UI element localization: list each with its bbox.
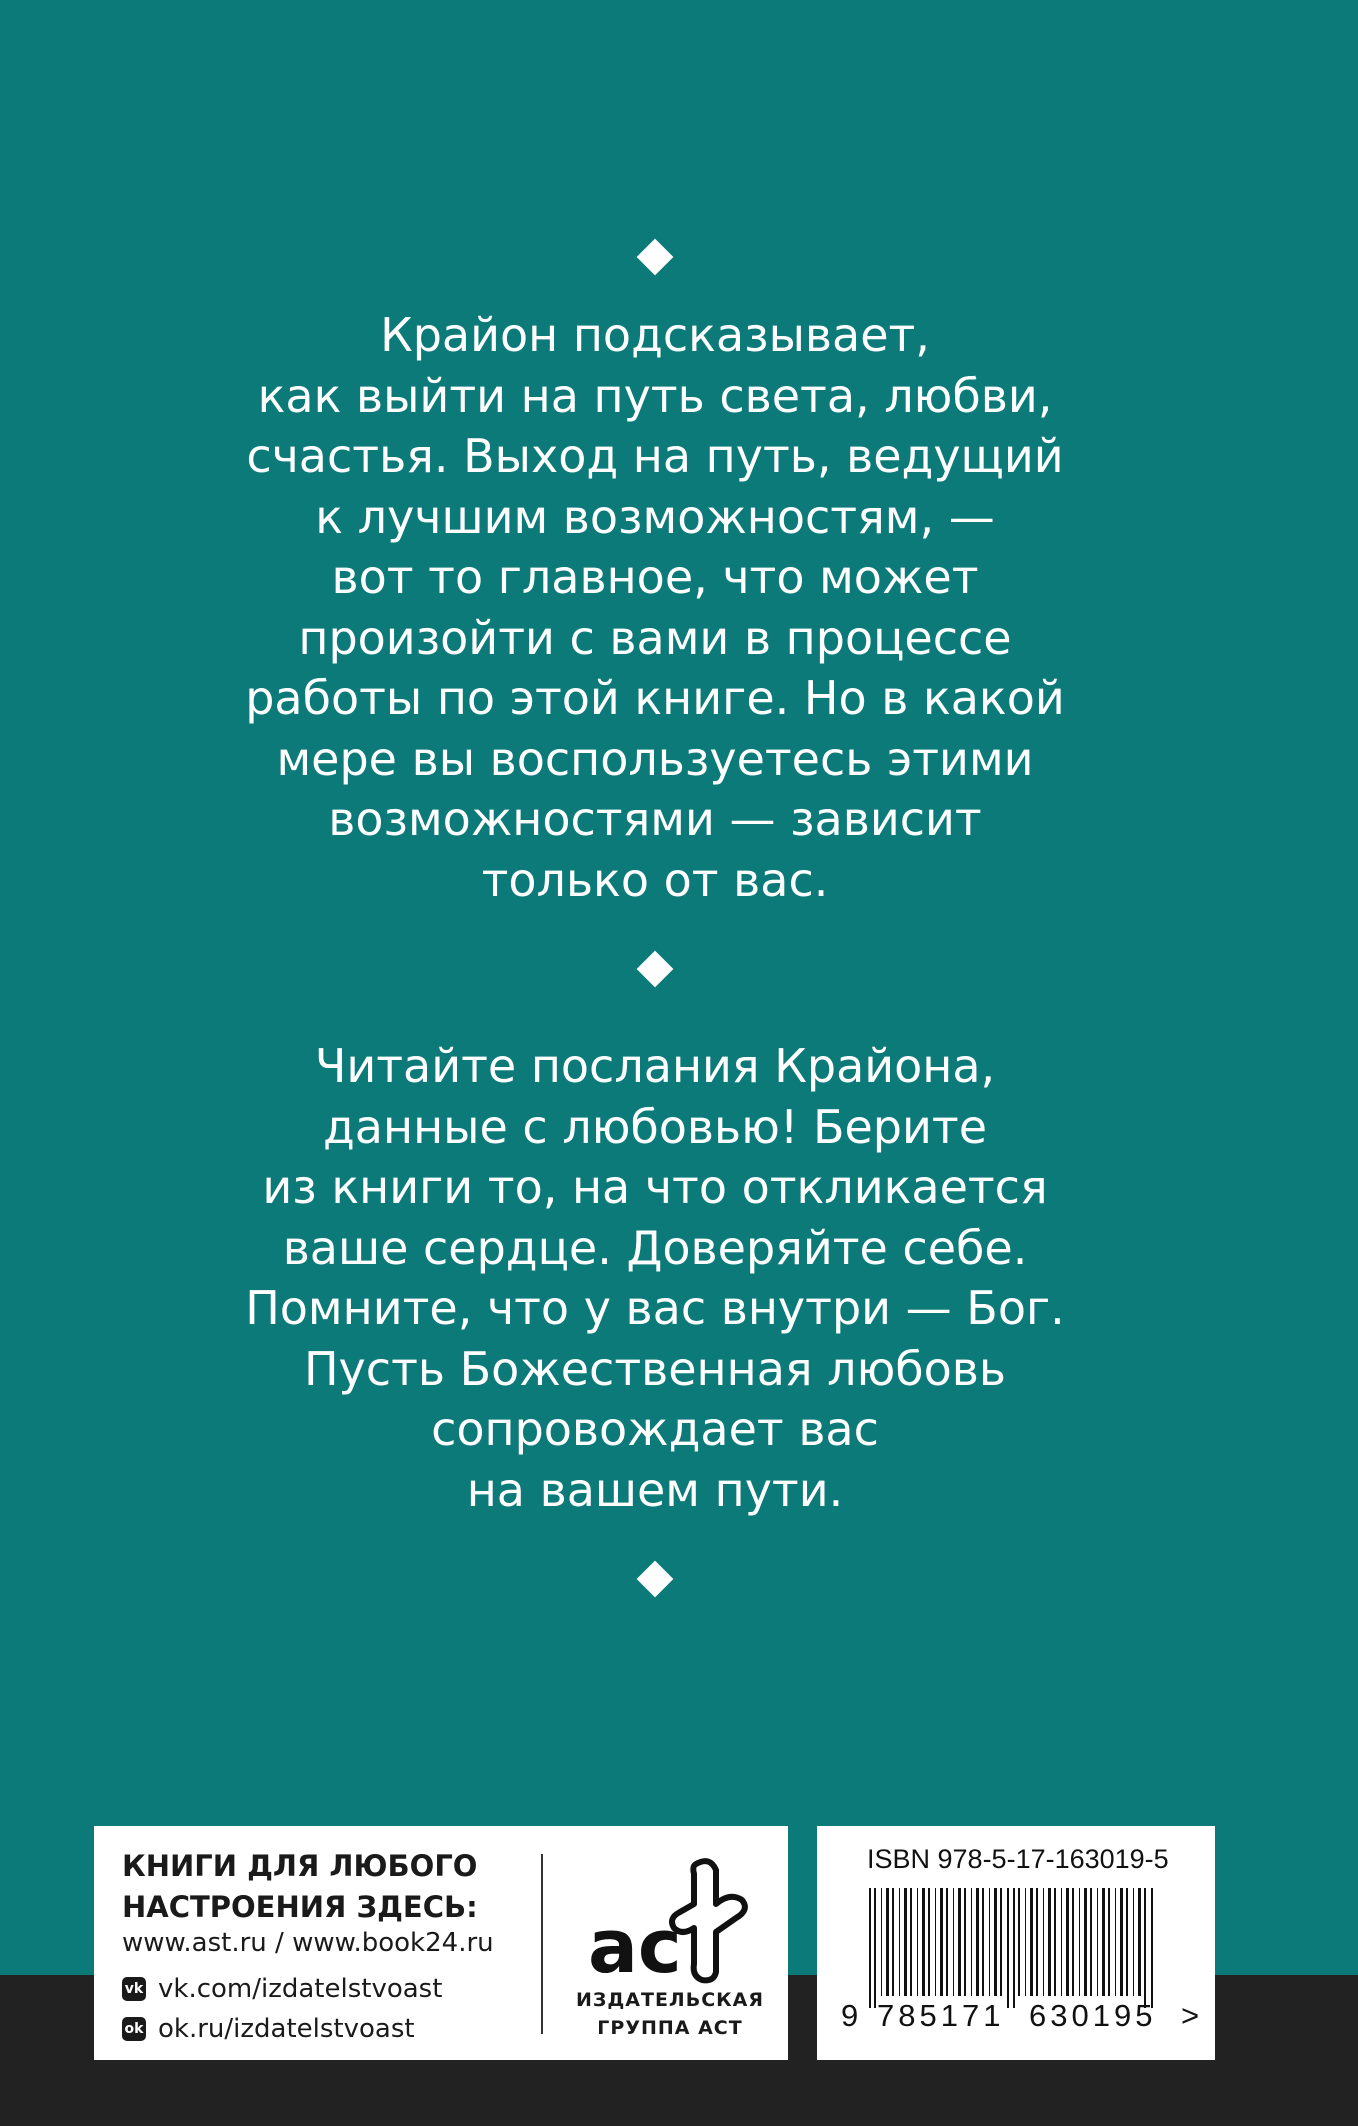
barcode-bar <box>1043 1888 1044 1996</box>
barcode-bar <box>994 1888 997 1996</box>
info-heading <box>122 1846 478 1928</box>
barcode-bar <box>1007 1888 1009 2008</box>
blurb-line: к лучшим возможностям, — <box>315 489 995 544</box>
blurb-line: Крайон подсказывает, <box>380 308 930 362</box>
barcode-bar <box>917 1888 918 1996</box>
barcode-bar <box>1048 1888 1051 1996</box>
barcode-bar <box>874 1888 876 2008</box>
info-heading-line: НАСТРОЕНИЯ ЗДЕСЬ: <box>122 1890 478 1924</box>
blurb-paragraph-1 <box>150 305 1160 910</box>
blurb-line: работы по этой книге. Но в какой <box>245 671 1065 725</box>
barcode-end-mark: > <box>1181 1998 1200 2033</box>
barcode-bar <box>976 1888 979 1996</box>
barcode-bar <box>940 1888 943 1996</box>
barcode-bar <box>1018 1888 1020 1996</box>
barcode-bar <box>982 1888 984 1996</box>
barcode-bar <box>1097 1888 1098 1996</box>
barcode-bar <box>1030 1888 1033 1996</box>
barcode-bar <box>928 1888 930 1996</box>
logo-caption-line: ИЗДАТЕЛЬСКАЯ <box>575 1989 765 2011</box>
barcode-bar <box>910 1888 912 1996</box>
barcode-bar <box>1025 1888 1026 1996</box>
diamond-ornament-top <box>637 239 674 276</box>
diamond-ornament-middle <box>637 951 674 988</box>
barcode-bar <box>989 1888 990 1996</box>
barcode-bar <box>1115 1888 1116 1996</box>
barcode-bar <box>1108 1888 1110 1996</box>
info-heading-line: КНИГИ ДЛЯ ЛЮБОГО <box>122 1849 478 1883</box>
barcode-bar <box>1054 1888 1056 1996</box>
barcode-bar <box>1079 1888 1080 1996</box>
isbn-box <box>817 1826 1215 2060</box>
barcode-bar <box>892 1888 894 1996</box>
barcode-bar <box>1072 1888 1074 1996</box>
diamond-ornament-bottom <box>637 1561 674 1598</box>
vk-link-text: vk.com/izdatelstvoast <box>158 1974 443 2004</box>
blurb-line: сопровождает вас <box>431 1402 879 1456</box>
blurb-line: на вашем пути. <box>466 1462 844 1517</box>
barcode-bar <box>881 1888 882 1996</box>
barcode-bar <box>971 1888 972 1996</box>
barcode-bar <box>1090 1888 1092 1996</box>
barcode-bar <box>1013 1888 1015 2008</box>
barcode-bar <box>1061 1888 1062 1996</box>
blurb-line: данные с любовью! Берите <box>323 1099 987 1154</box>
barcode-bar <box>1144 1888 1146 2008</box>
blurb-line: Помните, что у вас внутри — Бог. <box>245 1281 1065 1335</box>
divider <box>541 1854 543 2034</box>
logo-caption <box>570 1986 770 2042</box>
vk-icon: vk <box>122 1977 146 2001</box>
blurb-line: Читайте послания Крайона, <box>314 1039 996 1093</box>
barcode-bar <box>1133 1888 1134 1996</box>
publisher-info-box <box>94 1826 788 2060</box>
barcode-bar <box>1036 1888 1038 1996</box>
blurb-line: как выйти на путь света, любви, <box>257 368 1053 423</box>
website-links[interactable]: www.ast.ru / www.book24.ru <box>122 1928 494 1958</box>
barcode-bar <box>1126 1888 1128 1996</box>
barcode-bar <box>946 1888 948 1996</box>
blurb-paragraph-2 <box>150 1036 1160 1520</box>
blurb-line: мере вы воспользуетесь этими <box>276 731 1034 786</box>
blurb-line: из книги то, на что откликается <box>262 1160 1048 1214</box>
blurb-line: ваше сердце. Доверяйте себе. <box>282 1220 1028 1275</box>
blurb-line: счастья. Выход на путь, ведущий <box>246 429 1064 483</box>
barcode-bar <box>958 1888 961 1996</box>
vk-link[interactable] <box>122 1974 442 2004</box>
barcode-bar <box>922 1888 925 1996</box>
logo-caption-line: ГРУППА АСТ <box>597 2017 743 2039</box>
barcode <box>867 1888 1187 2008</box>
blurb-line: только от вас. <box>481 852 829 907</box>
barcode-bar <box>1138 1888 1141 1996</box>
barcode-bar <box>1066 1888 1069 1996</box>
blurb-line: возможностями — зависит <box>328 792 982 846</box>
ok-link-text: ok.ru/izdatelstvoast <box>158 2014 415 2044</box>
ok-link[interactable] <box>122 2014 415 2044</box>
barcode-bar <box>886 1888 889 1996</box>
barcode-bar <box>935 1888 936 1996</box>
barcode-bar <box>869 1888 871 2008</box>
barcode-bar <box>1102 1888 1105 1996</box>
barcode-bar <box>1084 1888 1087 1996</box>
barcode-group-2: 630195 <box>1029 1998 1157 2033</box>
blurb-line: произойти с вами в процессе <box>298 610 1012 665</box>
barcode-bar <box>1120 1888 1123 1996</box>
barcode-group-1: 785171 <box>877 1998 1005 2033</box>
logo-mark-text: ас <box>588 1904 682 1990</box>
blurb-line: Пусть Божественная любовь <box>303 1341 1007 1396</box>
blurb-line: вот то главное, что может <box>331 550 979 604</box>
ok-icon: ok <box>122 2017 146 2041</box>
barcode-bar <box>899 1888 900 1996</box>
barcode-bar <box>953 1888 954 1996</box>
barcode-first-digit: 9 <box>841 1998 859 2033</box>
ast-logo <box>584 1844 764 1994</box>
barcode-bar <box>1000 1888 1002 1996</box>
barcode-bar <box>964 1888 966 1996</box>
barcode-bar <box>1151 1888 1153 2008</box>
barcode-bar <box>904 1888 907 1996</box>
isbn-label: ISBN 978-5-17-163019-5 <box>867 1844 1169 1874</box>
